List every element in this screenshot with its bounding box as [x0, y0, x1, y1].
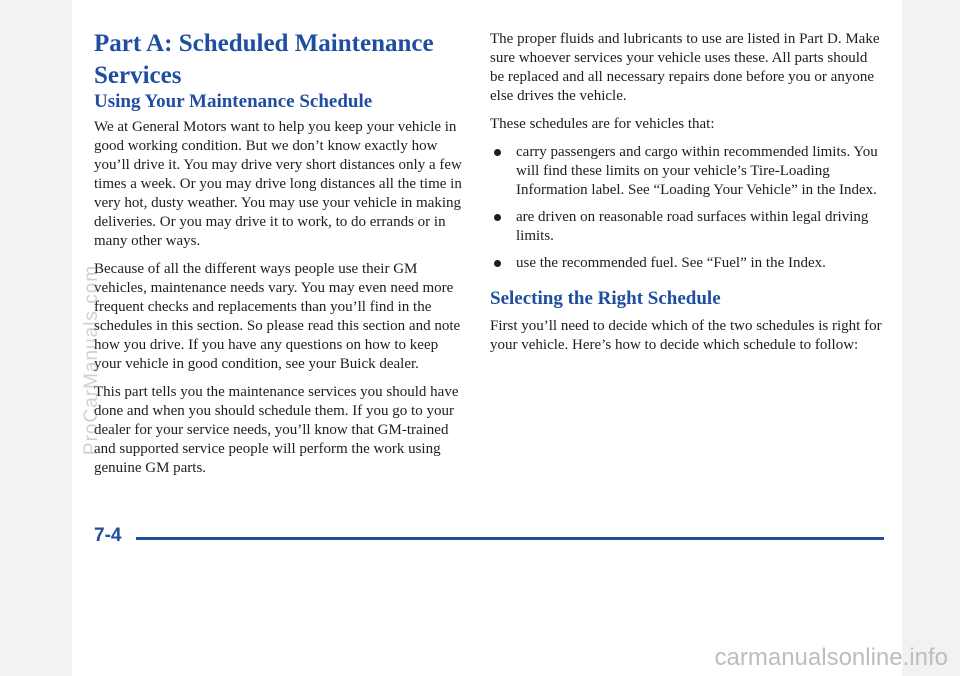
maintenance-schedule-heading: Using Your Maintenance Schedule [94, 91, 373, 112]
paragraph-fluids: The proper fluids and lubricants to use are listed in Part D. Make sure whoever services your vehicle uses these. All parts should be replaced and all necessary repairs done before you or anyone else drives the vehicle. [490, 31, 880, 104]
bullet-icon [494, 149, 501, 156]
right-body-text [490, 30, 882, 364]
list-item [490, 208, 882, 246]
footer-divider [136, 537, 884, 540]
vertical-watermark: ProCarManuals.com [81, 264, 102, 456]
list-item [490, 254, 882, 273]
paragraph-services: This part tells you the maintenance services you should have done and when you should schedule them. If you go to your dealer for your service needs, you’ll know that GM-trained and supported service people will perform the work using genuine GM parts. [94, 384, 459, 476]
part-title-line-1: Part A: Scheduled Maintenance [94, 30, 434, 57]
bullet-icon [494, 214, 501, 221]
vehicle-conditions-list [490, 143, 882, 273]
paragraph-needs-vary: Because of all the different ways people use their GM vehicles, maintenance needs vary. You may even need more frequent checks and replacements than you’ll find in the schedules in this section. So please read this section and note how you drive. If you have any questions on how to keep your vehicle in good condition, see your Buick dealer. [94, 261, 461, 372]
list-item [490, 143, 882, 200]
page-number: 7-4 [94, 525, 122, 546]
paragraph-selecting: First you’ll need to decide which of the two schedules is right for your vehicle. Here’s how to decide which schedule to follow: [490, 318, 882, 353]
paragraph-intro: We at General Motors want to help you keep your vehicle in good working condition. But we don’t know exactly how you’ll drive it. You may drive very short distances only a few times a week. Or you may drive long distances all the time in very hot, dusty weather. You may use your vehicle in making deliveries. Or you may drive it to work, to do errands or in many other ways. [94, 119, 462, 249]
selecting-schedule-heading: Selecting the Right Schedule [490, 288, 721, 309]
manual-page [72, 0, 902, 676]
page-footer [94, 524, 884, 554]
list-item-text: use the recommended fuel. See “Fuel” in the Index. [516, 255, 826, 271]
part-title [94, 28, 434, 92]
left-body-text [94, 118, 464, 487]
part-title-line-2: Services [94, 62, 182, 89]
list-item-text: are driven on reasonable road surfaces within legal driving limits. [516, 209, 869, 244]
paragraph-schedules-intro: These schedules are for vehicles that: [490, 116, 715, 132]
bullet-icon [494, 260, 501, 267]
site-watermark: carmanualsonline.info [714, 644, 948, 671]
list-item-text: carry passengers and cargo within recommended limits. You will find these limits on your vehicle’s Tire-Loading Information label. See “Loading Your Vehicle” in the Index. [516, 144, 878, 198]
